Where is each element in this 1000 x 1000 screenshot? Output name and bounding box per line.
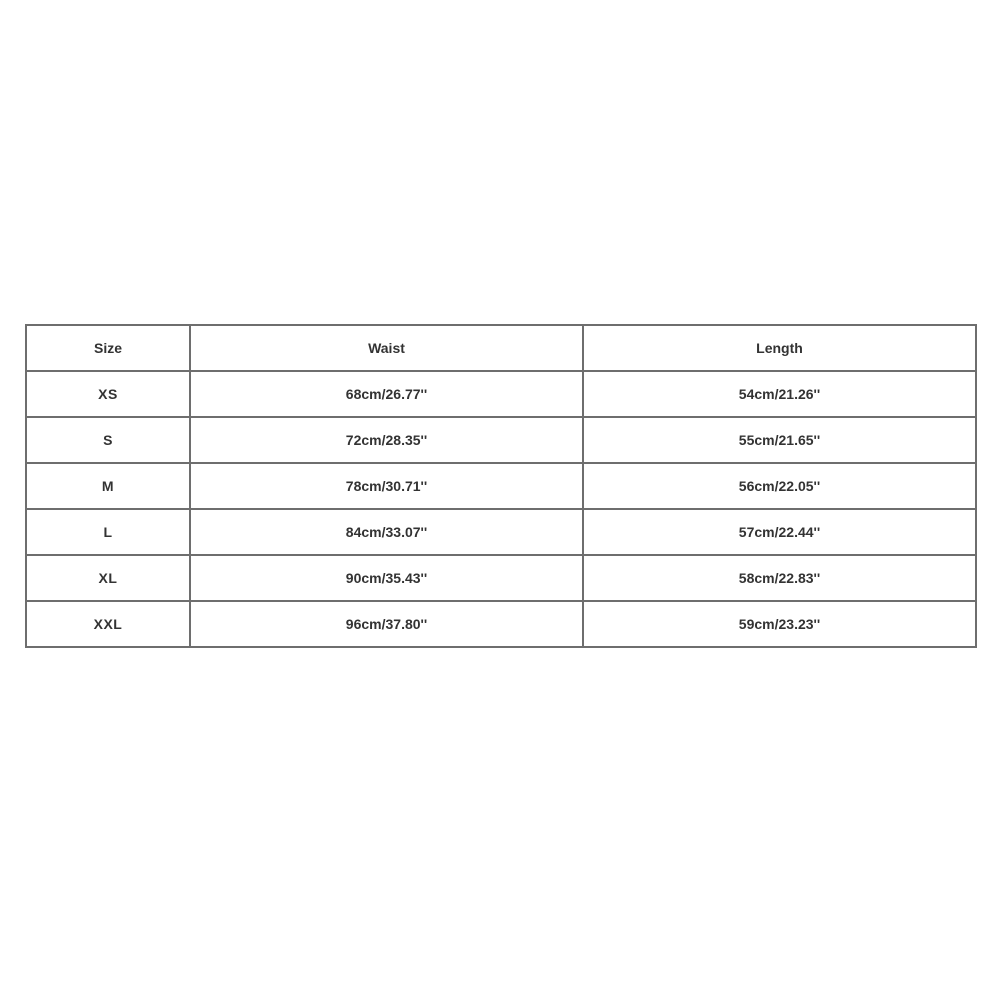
- table-row: [26, 601, 976, 647]
- waist-cell: 90cm/35.43'': [190, 555, 583, 601]
- table-header-row: [26, 325, 976, 371]
- length-cell: 59cm/23.23'': [583, 601, 976, 647]
- header-waist: Waist: [190, 325, 583, 371]
- waist-cell: 72cm/28.35'': [190, 417, 583, 463]
- header-size: Size: [26, 325, 190, 371]
- waist-cell: 68cm/26.77'': [190, 371, 583, 417]
- size-cell: M: [26, 463, 190, 509]
- table-row: [26, 463, 976, 509]
- table-row: [26, 371, 976, 417]
- table-row: [26, 555, 976, 601]
- length-cell: 55cm/21.65'': [583, 417, 976, 463]
- waist-cell: 78cm/30.71'': [190, 463, 583, 509]
- header-length: Length: [583, 325, 976, 371]
- size-cell: XL: [26, 555, 190, 601]
- length-cell: 54cm/21.26'': [583, 371, 976, 417]
- length-cell: 57cm/22.44'': [583, 509, 976, 555]
- size-cell: S: [26, 417, 190, 463]
- size-cell: XXL: [26, 601, 190, 647]
- waist-cell: 84cm/33.07'': [190, 509, 583, 555]
- waist-cell: 96cm/37.80'': [190, 601, 583, 647]
- size-cell: L: [26, 509, 190, 555]
- size-chart-table: [25, 324, 977, 648]
- length-cell: 56cm/22.05'': [583, 463, 976, 509]
- size-cell: XS: [26, 371, 190, 417]
- length-cell: 58cm/22.83'': [583, 555, 976, 601]
- table-row: [26, 509, 976, 555]
- table-row: [26, 417, 976, 463]
